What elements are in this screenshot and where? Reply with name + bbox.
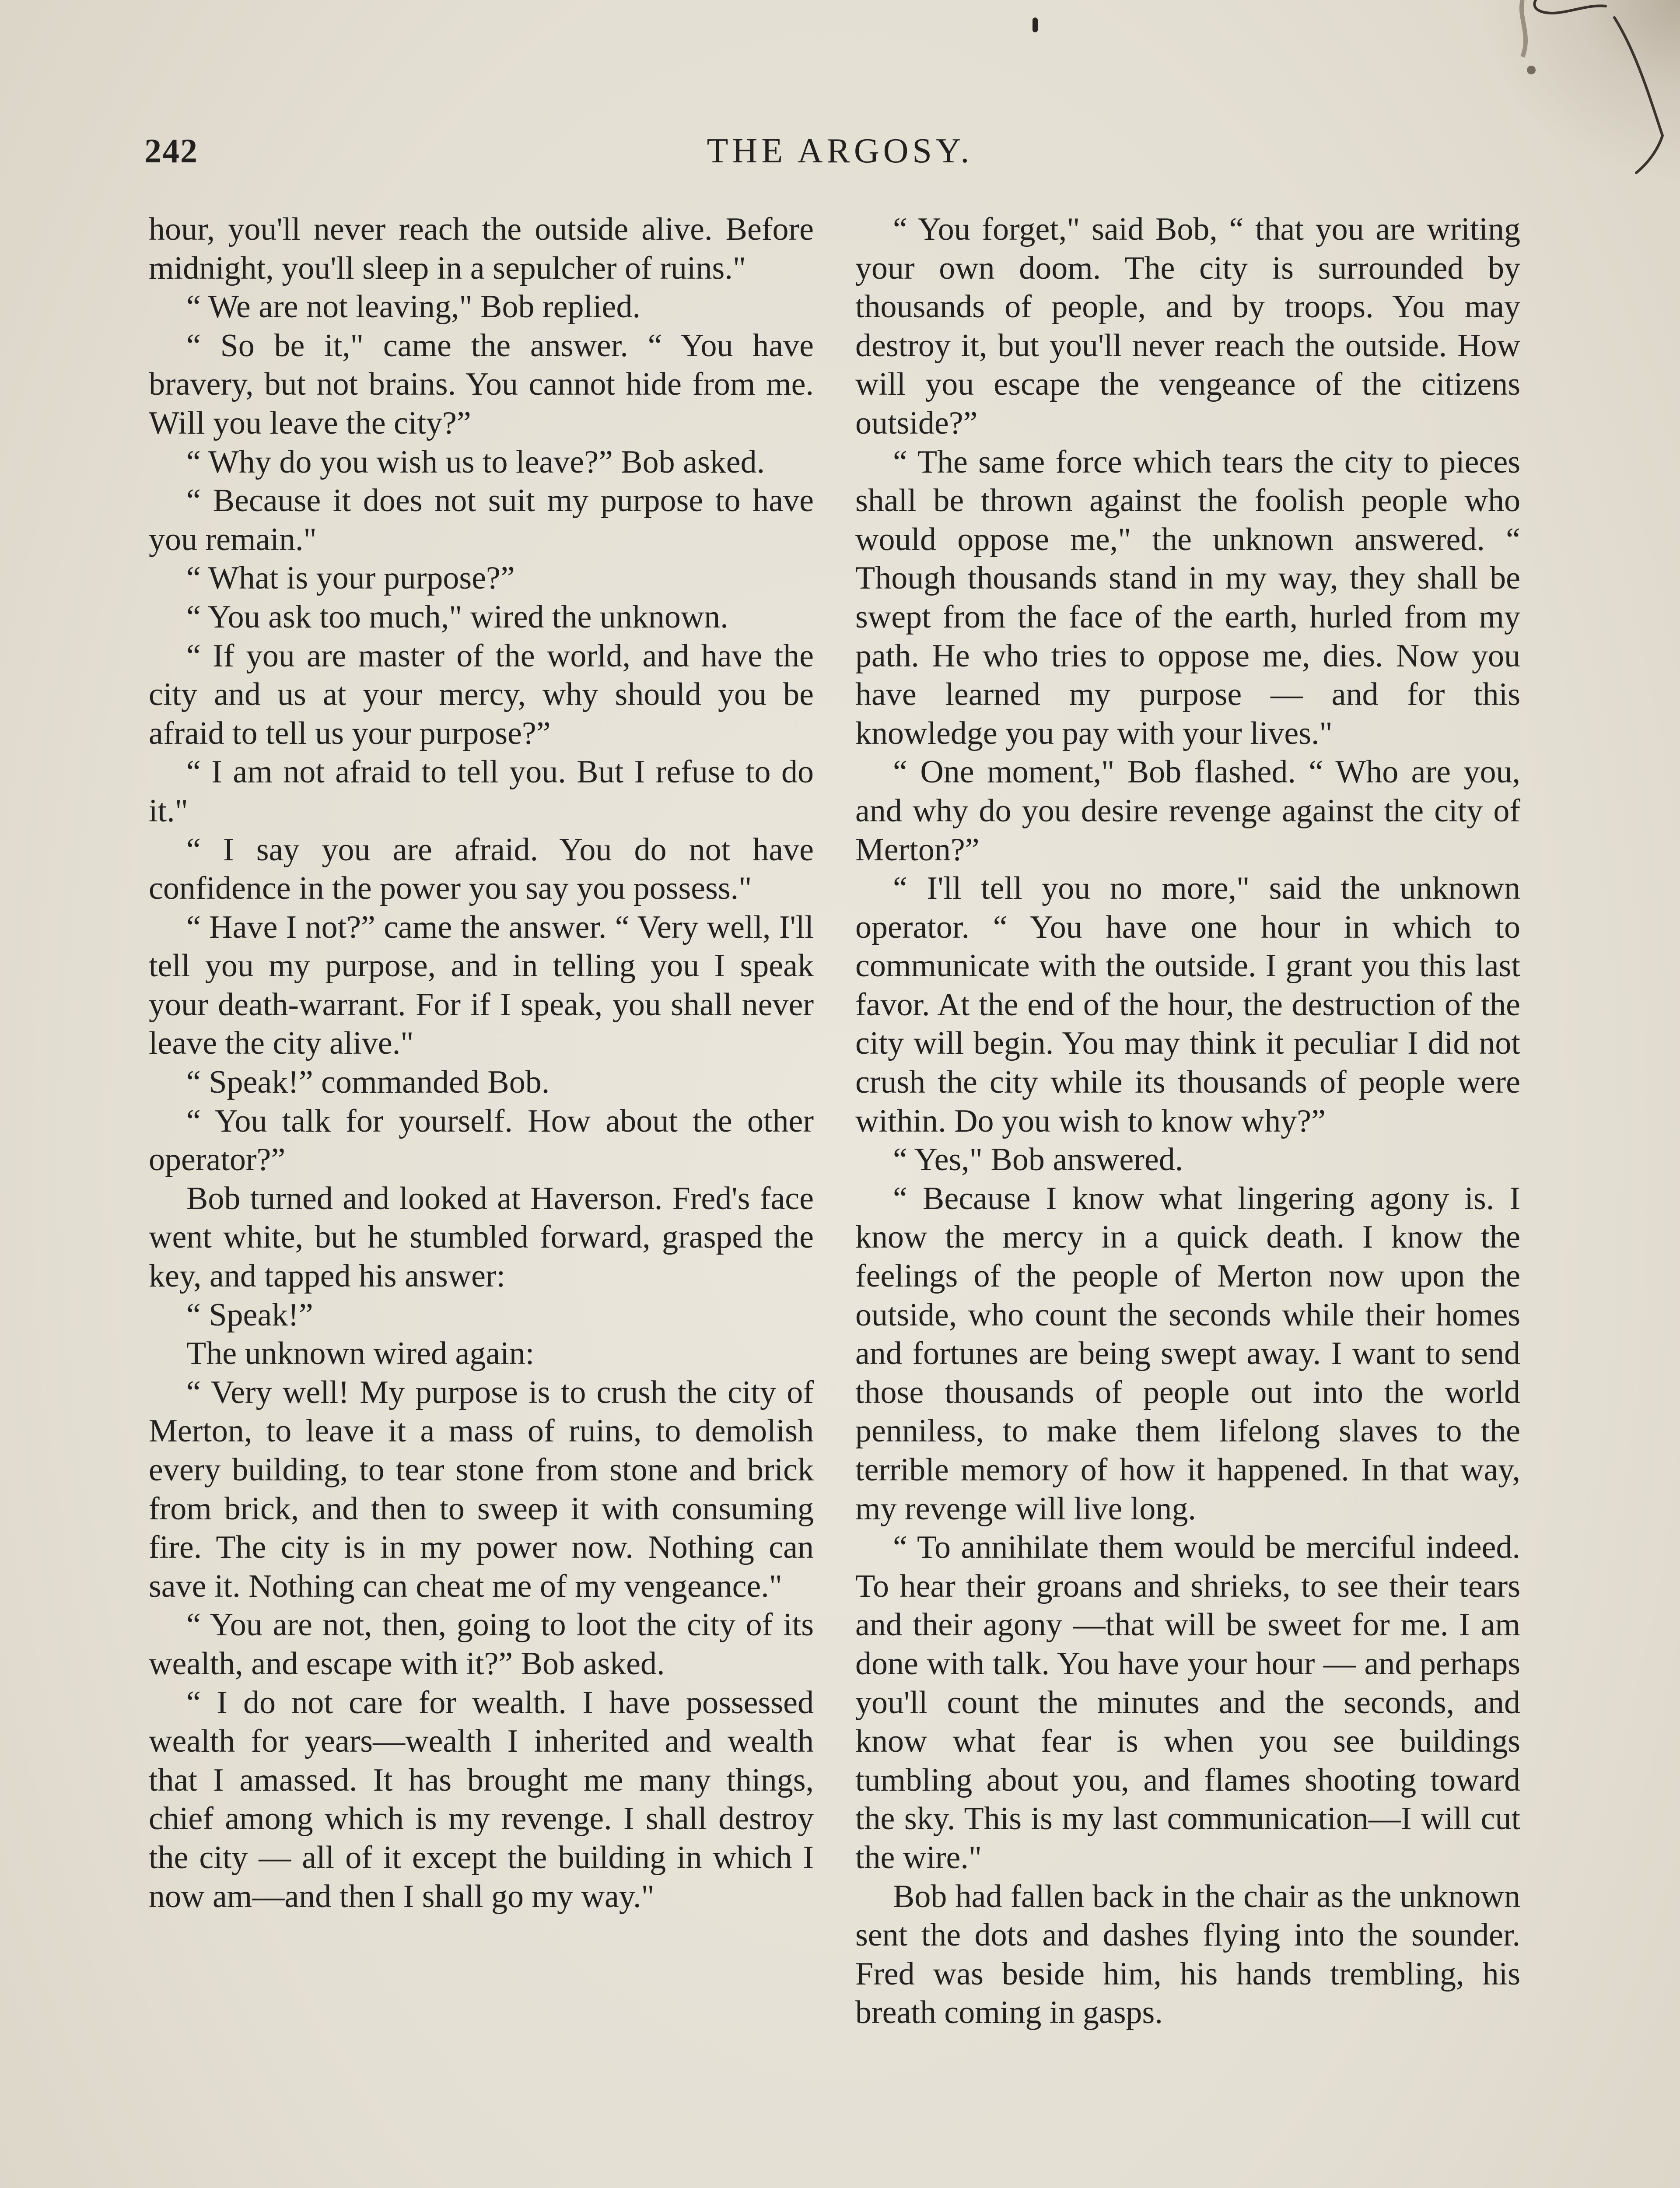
paragraph: “ One moment," Bob flashed. “ Who are you, and why do you desire revenge against the city of Merton?” (855, 754, 1520, 868)
paragraph: Bob turned and looked at Haverson. Fred's face went white, but he stumbled forward, grasped the key, and tapped his answer: (149, 1180, 814, 1294)
paragraph: “ You ask too much," wired the unknown. (186, 599, 728, 635)
ink-speck (1032, 18, 1038, 32)
paragraph: “ You talk for yourself. How about the other operator?” (149, 1103, 814, 1178)
paragraph: The unknown wired again: (186, 1336, 535, 1372)
page-header (144, 131, 1536, 179)
paragraph: “ If you are master of the world, and have the city and us at your mercy, why should you be afraid to tell us your purpose?” (149, 638, 814, 751)
paragraph: “ You forget," said Bob, “ that you are writing your own doom. The city is surrounded by thousands of people, and by troops. You may destroy it, but you'll never reach the outside. How will you escape the vengeance of the citizens outside?” (855, 211, 1520, 441)
left-column (149, 210, 814, 1916)
running-title: THE ARGOSY. (707, 132, 973, 170)
paragraph: “ Because I know what lingering agony is. I know the mercy in a quick death. I know the feelings of the people of Merton now upon the outside, who count the seconds while their homes and fortunes are being swept away. I want to send those thousands of people out into the world penniless, to make them lifelong slaves to the terrible memory of how it happened. In that way, my revenge will live long. (855, 1180, 1520, 1527)
paragraph: “ Speak!” (186, 1297, 313, 1333)
paragraph: “ I say you are afraid. You do not have confidence in the power you say you possess." (149, 831, 814, 907)
paragraph: “ I am not afraid to tell you. But I refuse to do it." (149, 754, 814, 829)
paragraph: “ We are not leaving," Bob replied. (186, 289, 640, 325)
paragraph: “ I do not care for wealth. I have possessed wealth for years—wealth I inherited and wealth that I amassed. It has brought me many things, chief among which is my revenge. I shall destroy the city — all of it except the building in which I now am—and then I shall go my way." (149, 1684, 814, 1914)
paragraph: “ Why do you wish us to leave?” Bob asked. (186, 444, 765, 480)
paragraph: “ I'll tell you no more," said the unknown operator. “ You have one hour in which to communicate with the outside. I grant you this last favor. At the end of the hour, the destruction of the city will begin. You may think it peculiar I did not crush the city while its thousands of people were within. Do you wish to know why?” (855, 870, 1520, 1139)
paragraph: “ Have I not?” came the answer. “ Very well, I'll tell you my purpose, and in telling you I speak your death-warrant. For if I speak, you shall never leave the city alive." (149, 909, 814, 1062)
right-column (855, 210, 1520, 2032)
paragraph: “ Speak!” commanded Bob. (186, 1064, 550, 1101)
paragraph: “ Because it does not suit my purpose to have you remain." (149, 483, 814, 558)
paragraph: “ The same force which tears the city to pieces shall be thrown against the foolish people who would oppose me," the unknown answered. “ Though thousands stand in my way, they shall be swept from the face of the earth, hurled from my path. He who tries to oppose me, dies. Now you have learned my purpose — and for this knowledge you pay with your lives." (855, 444, 1520, 751)
paragraph: “ Very well! My purpose is to crush the city of Merton, to leave it a mass of ruins, to demolish every building, to tear stone from stone and brick from brick, and then to sweep it with consuming fire. The city is in my power now. Nothing can save it. Nothing can cheat me of my vengeance." (149, 1374, 814, 1604)
paragraph: hour, you'll never reach the outside alive. Before midnight, you'll sleep in a sepulcher of ruins." (149, 211, 814, 286)
paragraph: Bob had fallen back in the chair as the unknown sent the dots and dashes flying into the sounder. Fred was beside him, his hands trembling, his breath coming in gasps. (855, 1878, 1520, 2031)
page-number: 242 (144, 132, 198, 170)
paragraph: “ Yes," Bob answered. (893, 1142, 1183, 1178)
paragraph: “ You are not, then, going to loot the city of its wealth, and escape with it?” Bob asked. (149, 1607, 814, 1682)
paragraph: “ To annihilate them would be merciful indeed. To hear their groans and shrieks, to see their tears and their agony —that will be sweet for me. I am done with talk. You have your hour — and perhaps you'll count the minutes and the seconds, and know what fear is when you see buildings tumbling about you, and flames shooting toward the sky. This is my last communication—I will cut the wire." (855, 1529, 1520, 1876)
paragraph: “ What is your purpose?” (186, 560, 515, 596)
paragraph: “ So be it," came the answer. “ You have bravery, but not brains. You cannot hide from me. Will you leave the city?” (149, 327, 814, 441)
